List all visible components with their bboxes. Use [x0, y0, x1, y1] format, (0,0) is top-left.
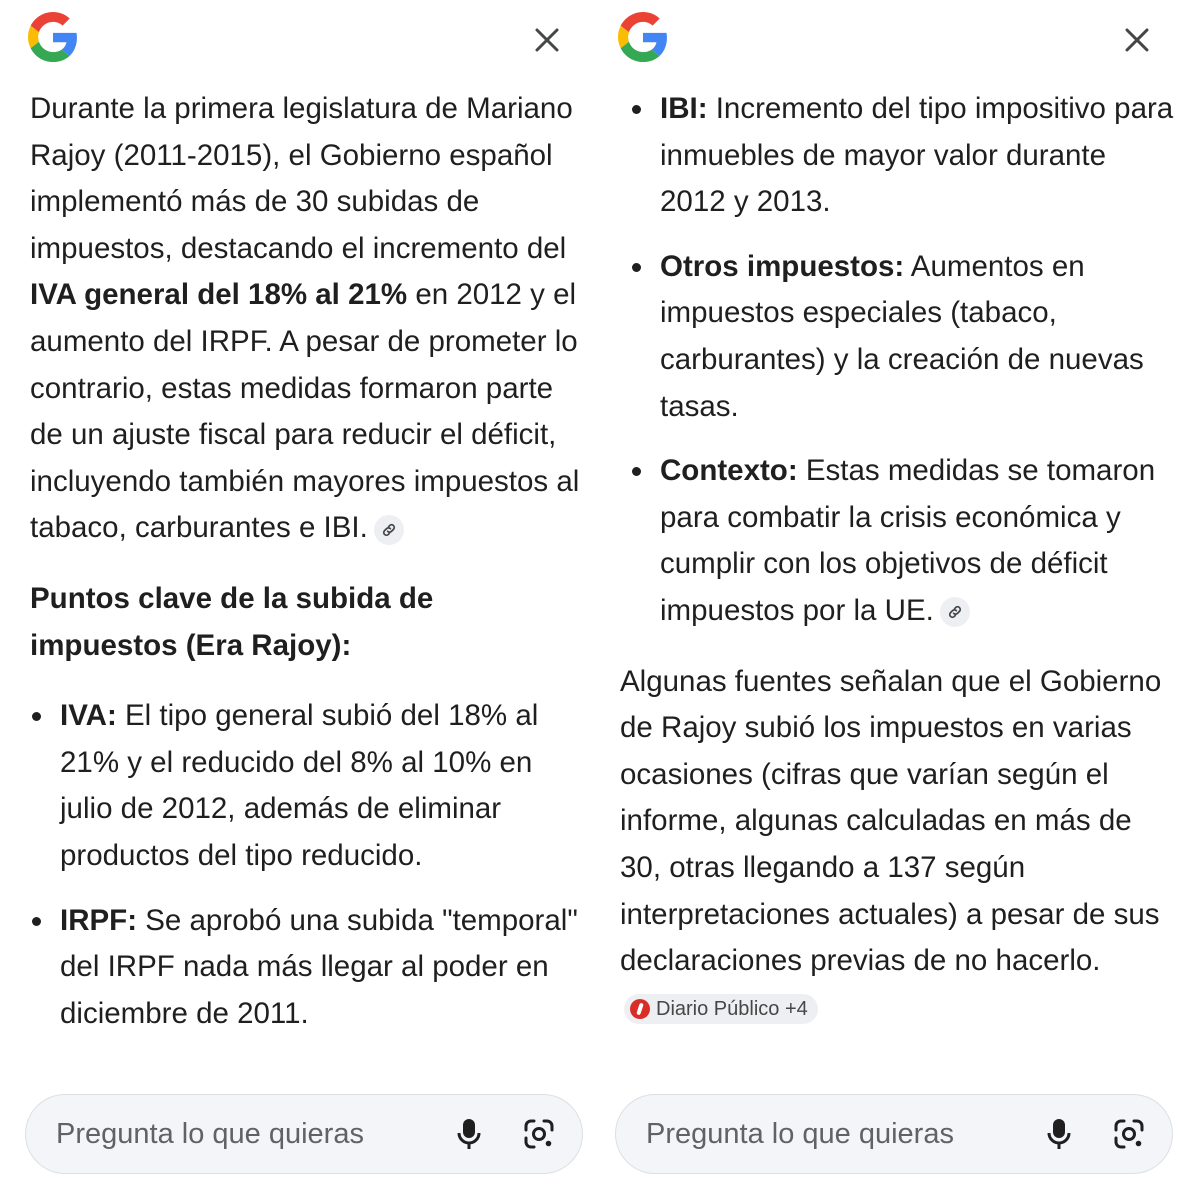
source-chip[interactable]: Diario Público +4 — [624, 994, 818, 1024]
lens-camera-icon — [523, 1118, 555, 1150]
list-item: IBI: Incremento del tipo impositivo para inmuebles de mayor valor durante 2012 y 2013. — [630, 86, 1175, 226]
list-item: IVA: El tipo general subió del 18% al 21% y el reducido del 8% al 10% en julio de 2012, además de eliminar productos del tipo reducido. — [30, 693, 585, 879]
content-fade — [600, 1040, 1200, 1080]
answer-content — [620, 86, 1175, 1076]
key-points-list — [30, 693, 585, 1037]
google-g-logo — [618, 12, 668, 62]
lens-search-button[interactable] — [1109, 1114, 1149, 1154]
right-panel — [600, 0, 1200, 1200]
voice-search-button[interactable] — [449, 1114, 489, 1154]
lens-search-button[interactable] — [519, 1114, 559, 1154]
intro-paragraph: Durante la primera legislatura de Mariano Rajoy (2011-2015), el Gobierno español implementó más de 30 subidas de impuestos, destacando el incremento del IVA general del 18% al 21% en 2012 y el aumento del IRPF. A pesar de prometer lo contrario, estas medidas formaron parte de un ajuste fiscal para reducir el déficit, incluyendo también mayores impuestos al tabaco, carburantes e IBI. — [30, 92, 580, 545]
key-points-list — [630, 86, 1175, 635]
voice-search-button[interactable] — [1039, 1114, 1079, 1154]
close-icon — [1124, 27, 1150, 53]
list-item: Otros impuestos: Aumentos en impuestos especiales (tabaco, carburantes) y la creación de nuevas tasas. — [630, 244, 1175, 430]
link-icon — [947, 604, 963, 620]
close-button[interactable] — [1119, 22, 1155, 58]
closing-paragraph: Algunas fuentes señalan que el Gobierno de Rajoy subió los impuestos en varias ocasiones (cifras que varían según el informe, algunas calculadas en más de 30, otras llegando a 137 según interpretaciones actuales) a pesar de sus declaraciones previas de no hacerlo. Diario Público +4 — [620, 659, 1175, 1032]
content-fade — [0, 1040, 600, 1080]
close-icon — [534, 27, 560, 53]
list-item: Contexto: Estas medidas se tomaron para combatir la crisis económica y cumplir con los objetivos de déficit impuestos por la UE. — [630, 448, 1175, 634]
link-icon — [381, 522, 397, 538]
google-g-logo — [28, 12, 78, 62]
search-input[interactable] — [54, 1117, 428, 1152]
microphone-icon — [456, 1118, 482, 1150]
close-button[interactable] — [529, 22, 565, 58]
section-heading: Puntos clave de la subida de impuestos (Era Rajoy): — [30, 581, 434, 662]
search-bar[interactable] — [25, 1094, 583, 1174]
search-bar[interactable] — [615, 1094, 1173, 1174]
source-link-button[interactable] — [374, 515, 404, 545]
diario-publico-favicon — [630, 999, 650, 1019]
list-item: IRPF: Se aprobó una subida "temporal" del IRPF nada más llegar al poder en diciembre de 2011. — [30, 898, 585, 1038]
source-link-button[interactable] — [940, 597, 970, 627]
answer-content — [30, 86, 585, 1076]
search-input[interactable] — [644, 1117, 1018, 1152]
microphone-icon — [1046, 1118, 1072, 1150]
lens-camera-icon — [1113, 1118, 1145, 1150]
